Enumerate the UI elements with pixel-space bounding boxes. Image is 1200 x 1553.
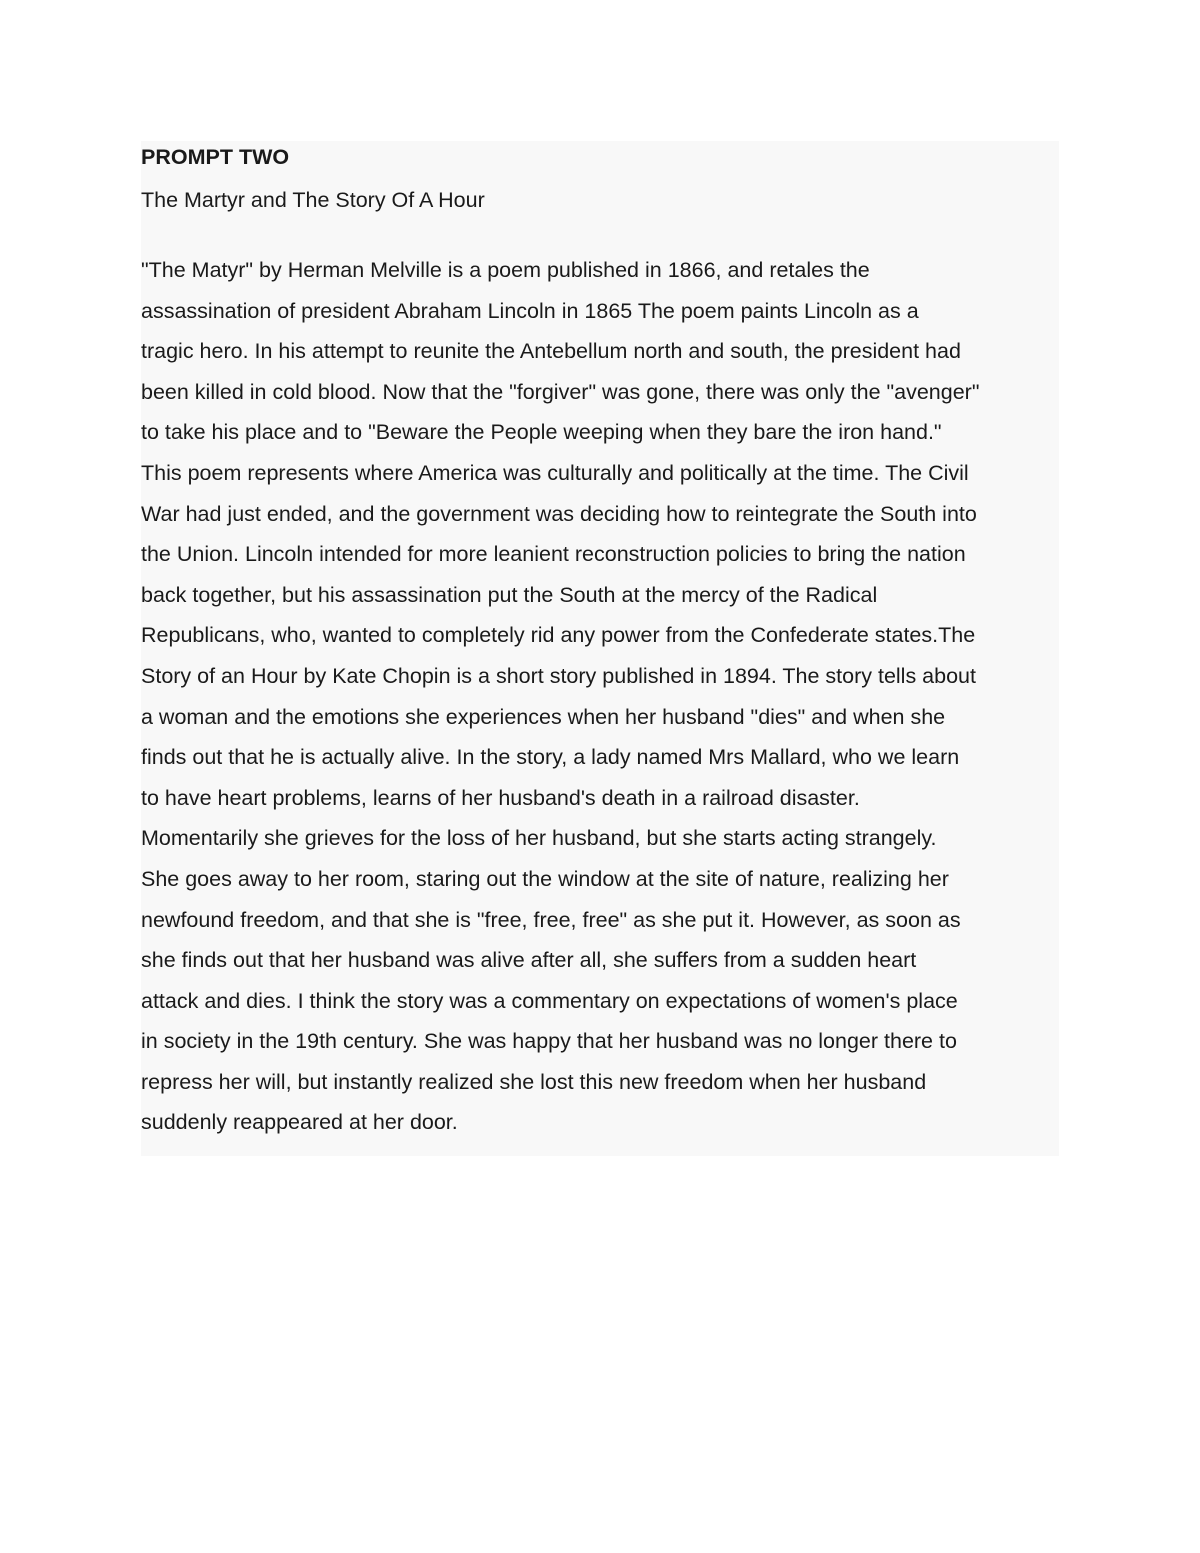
body-line: Republicans, who, wanted to completely rid any power from the Confederate states.The xyxy=(141,623,976,648)
body-line: the Union. Lincoln intended for more leanient reconstruction policies to bring the nation xyxy=(141,542,966,567)
body-line: Momentarily she grieves for the loss of her husband, but she starts acting strangely. xyxy=(141,826,937,851)
body-line: tragic hero. In his attempt to reunite the Antebellum north and south, the president had xyxy=(141,339,961,364)
body-line: finds out that he is actually alive. In the story, a lady named Mrs Mallard, who we learn xyxy=(141,745,960,770)
body-line: assassination of president Abraham Lincoln in 1865 The poem paints Lincoln as a xyxy=(141,298,919,323)
document-heading: PROMPT TWO xyxy=(141,145,290,169)
body-line: "The Matyr" by Herman Melville is a poem published in 1866, and retales the xyxy=(141,258,870,282)
document-text xyxy=(141,141,1071,1143)
body-line: in society in the 19th century. She was happy that her husband was no longer there to xyxy=(141,1029,957,1054)
body-line: a woman and the emotions she experiences when her husband "dies" and when she xyxy=(141,704,946,729)
body-line: back together, but his assassination put the South at the mercy of the Radical xyxy=(141,582,878,607)
body-line: repress her will, but instantly realized she lost this new freedom when her husband xyxy=(141,1069,927,1094)
document-subtitle: The Martyr and The Story Of A Hour xyxy=(141,188,485,212)
document-body xyxy=(141,250,1071,1143)
body-line: been killed in cold blood. Now that the "forgiver" was gone, there was only the "avenger" xyxy=(141,379,980,404)
body-line: This poem represents where America was culturally and politically at the time. The Civil xyxy=(141,460,969,485)
body-line: to take his place and to "Beware the People weeping when they bare the iron hand." xyxy=(141,420,942,445)
body-line: attack and dies. I think the story was a commentary on expectations of women's place xyxy=(141,988,958,1013)
body-line: to have heart problems, learns of her husband's death in a railroad disaster. xyxy=(141,785,860,810)
body-line: Story of an Hour by Kate Chopin is a short story published in 1894. The story tells about xyxy=(141,663,976,688)
body-line: suddenly reappeared at her door. xyxy=(141,1110,458,1135)
body-line: She goes away to her room, staring out the window at the site of nature, realizing her xyxy=(141,866,949,891)
body-line: newfound freedom, and that she is "free, free, free" as she put it. However, as soon as xyxy=(141,907,961,932)
body-line: she finds out that her husband was alive after all, she suffers from a sudden heart xyxy=(141,948,917,973)
body-line: War had just ended, and the government was deciding how to reintegrate the South into xyxy=(141,501,977,526)
